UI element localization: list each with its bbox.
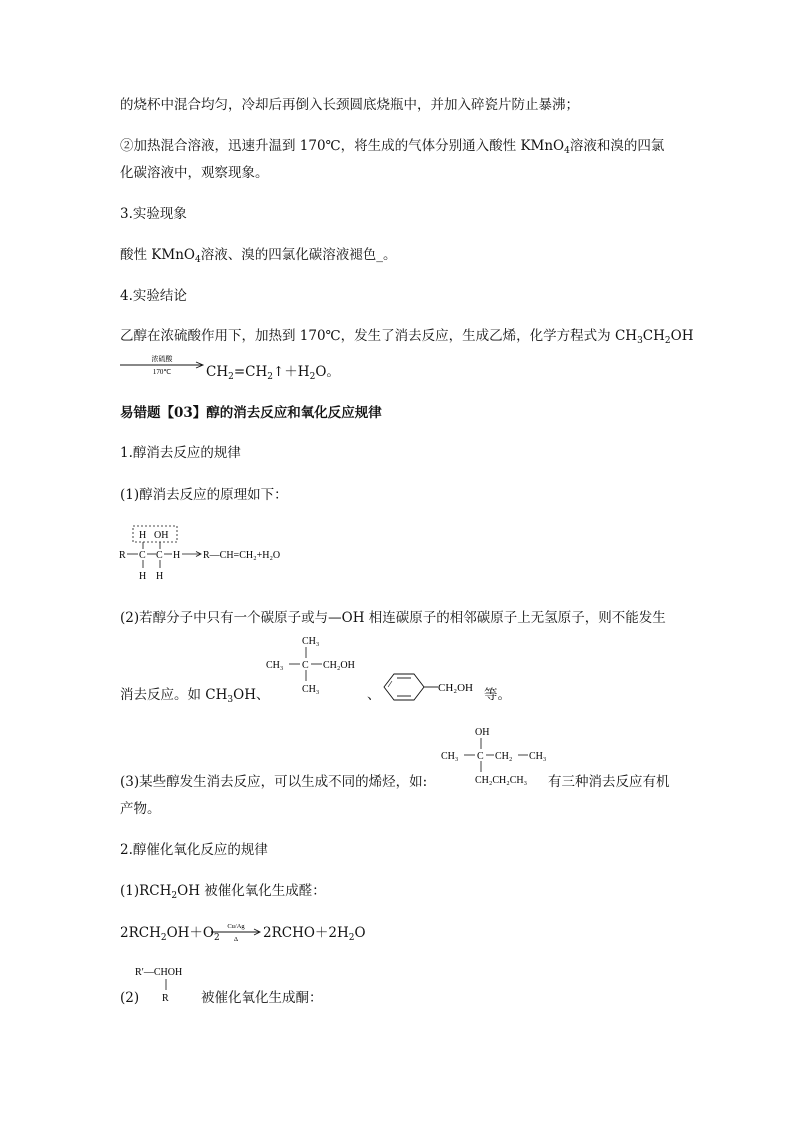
atom-label: C bbox=[139, 550, 146, 561]
subscript: 2 bbox=[309, 372, 316, 382]
tertiary-alcohol-structure bbox=[438, 722, 558, 788]
section-heading: 4.实验结论 bbox=[120, 288, 187, 304]
text-line: 的烧杯中混合均匀，冷却后再倒入长颈圆底烧瓶中，并加入碎瓷片防止暴沸； bbox=[120, 97, 579, 113]
text-line bbox=[120, 327, 693, 350]
text-span: 2RCHO＋2H bbox=[263, 925, 349, 941]
text-span: 等。 bbox=[484, 687, 511, 703]
group-label: CH₃ bbox=[266, 660, 284, 671]
arrow-condition-bottom: Δ bbox=[233, 936, 239, 943]
subscript: 3 bbox=[227, 695, 234, 705]
product-label: R—CH=CH₂+H₂O bbox=[203, 550, 281, 561]
group-label: R′—CHOH bbox=[135, 967, 183, 978]
arrow-condition-top: Cu/Ag bbox=[227, 923, 245, 930]
section-heading: 2.醇催化氧化反应的规律 bbox=[120, 842, 268, 858]
text-line: 被催化氧化生成酮： bbox=[201, 990, 323, 1006]
subscript: 4 bbox=[564, 146, 570, 156]
group-label: CH₃ bbox=[529, 751, 547, 762]
text-span: (1)RCH bbox=[120, 883, 172, 899]
text-span: 溶液和溴的四氯 bbox=[569, 138, 665, 154]
text-span: =CH bbox=[233, 364, 268, 380]
subscript: 2 bbox=[664, 336, 671, 346]
elimination-mechanism-diagram bbox=[116, 524, 306, 586]
text-span: OH 被催化氧化生成醛： bbox=[177, 883, 326, 899]
group-label: CH₂OH bbox=[323, 660, 355, 671]
subscript: 3 bbox=[637, 336, 643, 346]
text-line: 产物。 bbox=[120, 801, 161, 817]
text-span: ②加热混合溶液，迅速升温到 170℃，将生成的气体分别通入酸性 KMnO bbox=[120, 138, 565, 154]
group-label: CH₃ bbox=[302, 636, 320, 647]
text-line: 化碳溶液中，观察现象。 bbox=[120, 165, 269, 181]
group-label: CH₃ bbox=[441, 751, 459, 762]
section-title: 易错题【03】醇的消去反应和氧化反应规律 bbox=[120, 405, 382, 421]
atom-label: OH bbox=[154, 530, 169, 541]
text-span: O。 bbox=[315, 364, 340, 380]
arrow-condition-bottom: 170℃ bbox=[152, 368, 172, 376]
text-span: 消去反应。如 CH bbox=[120, 687, 228, 703]
subscript: 2 bbox=[171, 891, 178, 901]
text-line bbox=[120, 686, 269, 709]
group-label: CH₃ bbox=[302, 684, 320, 695]
atom-label: R bbox=[119, 550, 126, 561]
subscript: 2 bbox=[348, 933, 355, 943]
group-label: R bbox=[162, 993, 169, 1004]
text-span: 2RCH bbox=[120, 925, 161, 941]
text-line: (2)若醇分子中只有一个碳原子或与—OH 相连碳原子的相邻碳原子上无氢原子，则不能发生 bbox=[120, 610, 666, 626]
secondary-alcohol-structure bbox=[132, 962, 212, 1006]
text-span: 乙醇在浓硫酸作用下，加热到 170℃，发生了消去反应，生成乙烯，化学方程式为 CH bbox=[120, 328, 638, 344]
benzyl-alcohol-structure bbox=[376, 670, 491, 710]
group-label: CH₂OH bbox=[438, 682, 474, 694]
atom-label: H bbox=[139, 530, 147, 541]
subscript: 2 bbox=[214, 933, 220, 943]
neopentyl-alcohol-structure bbox=[262, 630, 372, 700]
text-span: 溶液、溴的四氯化碳溶液褪色_。 bbox=[200, 247, 397, 263]
subscript: 2 bbox=[160, 933, 167, 943]
group-label: OH bbox=[475, 727, 490, 738]
text-span: ↑＋H bbox=[273, 364, 310, 380]
section-heading: 1.醇消去反应的规律 bbox=[120, 445, 241, 461]
separator: 、 bbox=[367, 687, 381, 703]
atom-label: C bbox=[477, 751, 484, 762]
text-span: CH bbox=[206, 364, 229, 380]
text-span: 酸性 KMnO bbox=[120, 247, 195, 263]
text-line bbox=[120, 882, 326, 905]
atom-label: C bbox=[302, 660, 309, 671]
text-span: 有三种消去反应有机 bbox=[548, 774, 670, 790]
subscript: 4 bbox=[194, 255, 201, 265]
atom-label: H bbox=[156, 571, 164, 582]
text-line: (3)某些醇发生消去反应，可以生成不同的烯烃，如: bbox=[120, 774, 428, 790]
text-span: OH、 bbox=[233, 687, 270, 703]
subscript: 2 bbox=[228, 372, 234, 382]
text-line bbox=[263, 924, 366, 947]
text-span: OH bbox=[670, 328, 694, 344]
atom-label: H bbox=[139, 571, 147, 582]
text-line bbox=[120, 137, 664, 160]
text-line bbox=[120, 246, 396, 269]
text-span: (2) bbox=[120, 990, 140, 1006]
arrow-condition-top: 浓硫酸 bbox=[151, 355, 173, 363]
group-label: CH₂ bbox=[495, 751, 513, 762]
reaction-arrow bbox=[118, 352, 206, 378]
text-line bbox=[206, 363, 340, 386]
text-span: CH bbox=[642, 328, 665, 344]
atom-label: H bbox=[173, 550, 181, 561]
atom-label: C bbox=[156, 550, 163, 561]
text-line: (1)醇消去反应的原理如下： bbox=[120, 487, 288, 503]
reaction-arrow bbox=[209, 919, 263, 945]
text-line bbox=[120, 924, 220, 947]
group-label: CH₂CH₂CH₃ bbox=[475, 775, 528, 786]
subscript: 2 bbox=[267, 372, 273, 382]
section-heading: 3.实验现象 bbox=[120, 206, 187, 222]
text-span: O bbox=[354, 925, 366, 941]
text-span: OH＋O bbox=[166, 925, 215, 941]
